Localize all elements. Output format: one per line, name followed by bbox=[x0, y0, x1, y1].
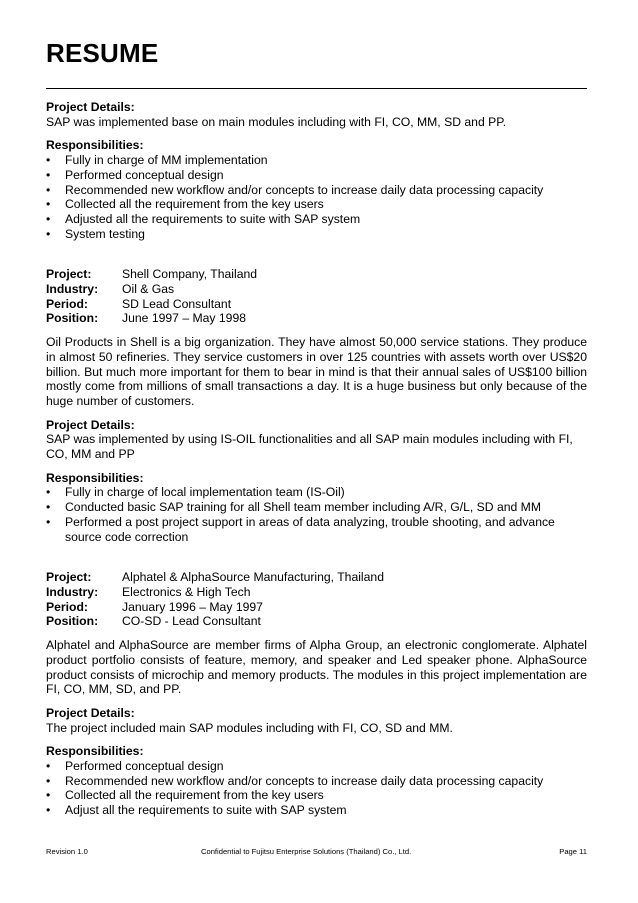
project-info-table bbox=[46, 267, 587, 326]
list-item: • Recommended new workflow and/or concepts to increase daily data processing capacity bbox=[46, 183, 587, 198]
page-title: RESUME bbox=[46, 38, 159, 68]
responsibilities-heading: Responsibilities: bbox=[46, 744, 144, 759]
period-label: Period: bbox=[46, 296, 88, 311]
responsibilities-heading: Responsibilities: bbox=[46, 138, 144, 153]
project-label: Project: bbox=[46, 267, 92, 282]
footer-page-number: Page 11 bbox=[559, 847, 587, 856]
project-details-text: SAP was implemented base on main modules including with FI, CO, MM, SD and PP. bbox=[46, 114, 507, 129]
list-item: • Collected all the requirement from the key users bbox=[46, 788, 587, 803]
project-value: Alphatel & AlphaSource Manufacturing, Thailand bbox=[122, 570, 384, 585]
resume-content bbox=[46, 100, 587, 818]
responsibilities-list bbox=[46, 759, 587, 818]
project-description: Oil Products in Shell is a big organization. They have almost 50,000 service stations. They produce in almost 50 refineries. They service customers in over 125 countries with assets worth over US$20 billion. But much more important for them to bear in mind is that their annual sales of US$100 billion mostly come from millions of small transactions a day. It is a huge business but only because of the huge number of customers. bbox=[46, 335, 587, 408]
position-label: Position: bbox=[46, 614, 99, 629]
project-details-text: SAP was implemented by using IS-OIL functionalities and all SAP main modules including with FI, CO, MM and PP bbox=[46, 432, 573, 462]
project-label: Project: bbox=[46, 570, 92, 585]
list-item: • Performed a post project support in areas of data analyzing, trouble shooting, and advance source code correction bbox=[46, 515, 587, 544]
footer-confidential: Confidential to Fujitsu Enterprise Solutions (Thailand) Co., Ltd. bbox=[201, 847, 412, 856]
industry-label: Industry: bbox=[46, 584, 99, 599]
project-description: Alphatel and AlphaSource are member firms of Alpha Group, an electronic conglomerate. Alphatel product portfolio consists of feature, memory, and speaker and Led speaker phone. AlphaSource product consists of microchip and memory products. The modules in this project implementation are FI, CO, MM, SD, and PP. bbox=[46, 638, 587, 697]
responsibilities-list bbox=[46, 153, 587, 241]
period-value: January 1996 – May 1997 bbox=[122, 599, 263, 614]
list-item: • Adjusted all the requirements to suite with SAP system bbox=[46, 212, 587, 227]
list-item: • System testing bbox=[46, 227, 587, 242]
list-item: • Performed conceptual design bbox=[46, 168, 587, 183]
industry-value: Electronics & High Tech bbox=[122, 584, 251, 599]
list-item: • Collected all the requirement from the key users bbox=[46, 197, 587, 212]
project-details-text: The project included main SAP modules including with FI, CO, SD and MM. bbox=[46, 720, 453, 735]
industry-value: Oil & Gas bbox=[122, 282, 175, 297]
project-details-heading: Project Details: bbox=[46, 705, 135, 720]
list-item: • Fully in charge of local implementation team (IS-Oil) bbox=[46, 485, 587, 500]
position-label: Position: bbox=[46, 311, 99, 326]
list-item: • Conducted basic SAP training for all Shell team member including A/R, G/L, SD and MM bbox=[46, 500, 587, 515]
title-divider bbox=[46, 88, 587, 89]
project-details-heading: Project Details: bbox=[46, 417, 135, 432]
project-info-table bbox=[46, 570, 587, 629]
project-value: Shell Company, Thailand bbox=[122, 267, 258, 282]
responsibilities-heading: Responsibilities: bbox=[46, 470, 144, 485]
footer-revision: Revision 1.0 bbox=[46, 847, 88, 856]
position-value: CO-SD - Lead Consultant bbox=[122, 614, 261, 629]
position-value: June 1997 – May 1998 bbox=[122, 311, 246, 326]
list-item: • Fully in charge of MM implementation bbox=[46, 153, 587, 168]
list-item: • Adjust all the requirements to suite with SAP system bbox=[46, 803, 587, 818]
project-details-heading: Project Details: bbox=[46, 100, 135, 114]
period-value: SD Lead Consultant bbox=[122, 296, 232, 311]
period-label: Period: bbox=[46, 599, 88, 614]
list-item: • Recommended new workflow and/or concepts to increase daily data processing capacity bbox=[46, 774, 587, 789]
responsibilities-list bbox=[46, 485, 587, 544]
list-item: • Performed conceptual design bbox=[46, 759, 587, 774]
industry-label: Industry: bbox=[46, 282, 99, 297]
